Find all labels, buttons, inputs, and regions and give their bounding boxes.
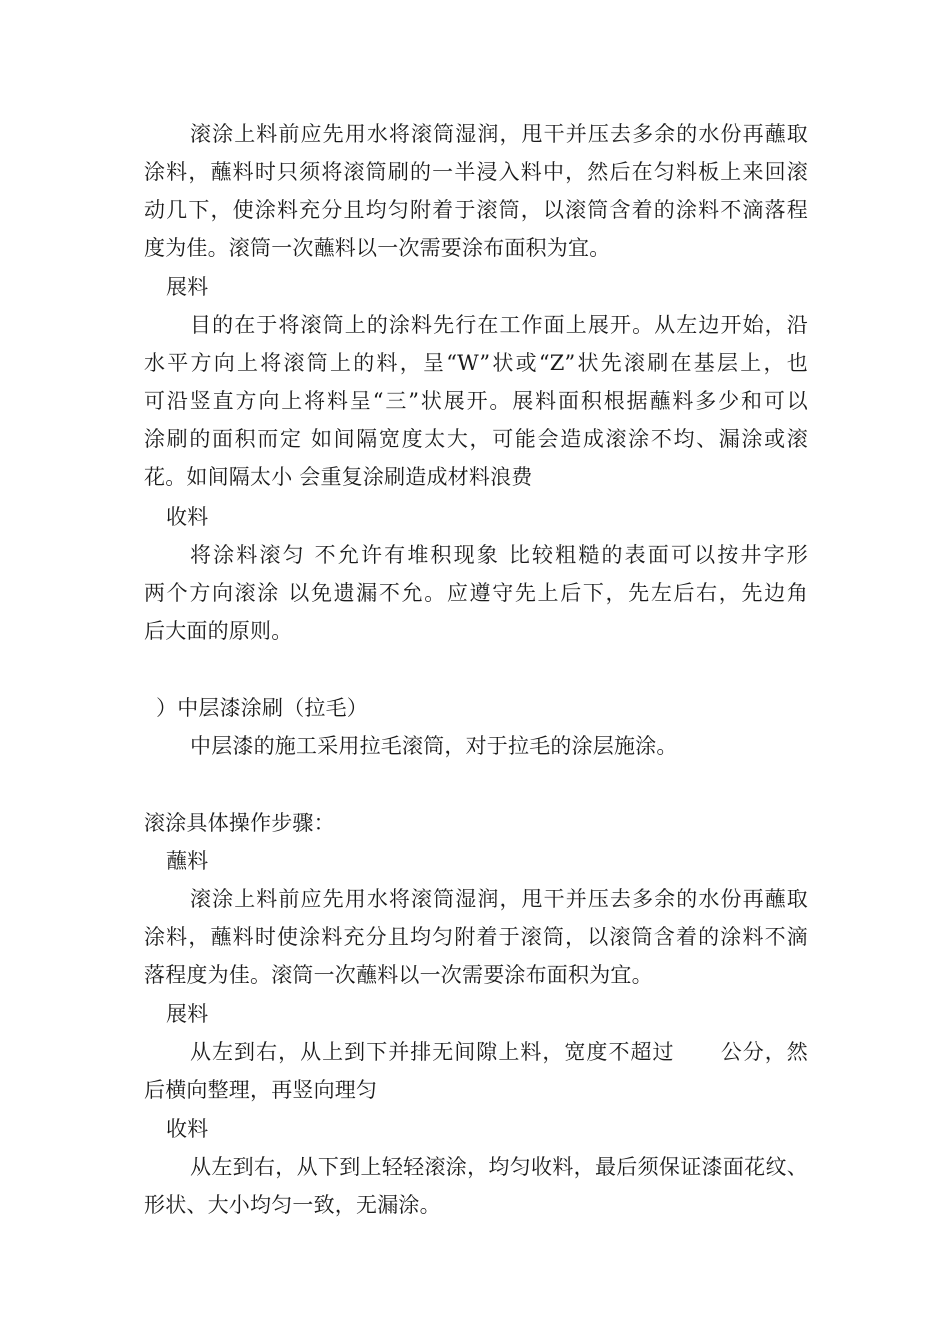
- subheading-spread: 展料: [166, 1002, 209, 1026]
- paragraph-line: 水平方向上将滚筒上的料，呈“W”状或“Z”状先滚刷在基层上，也: [144, 351, 808, 375]
- paragraph-line: 涂料，蘸料时使涂料充分且均匀附着于滚筒，以滚筒含着的涂料不滴: [144, 925, 808, 949]
- subheading-collect: 收料: [166, 1117, 209, 1141]
- paragraph-line: 将涂料滚匀 不允许有堆积现象 比较粗糙的表面可以按井字形: [190, 543, 808, 567]
- paragraph-line: 从左到右，从上到下并排无间隙上料，宽度不超过 公分，然: [190, 1040, 808, 1064]
- paragraph-line: 中层漆的施工采用拉毛滚筒，对于拉毛的涂层施涂。: [190, 734, 678, 758]
- paragraph-line: 落程度为佳。滚筒一次蘸料以一次需要涂布面积为宜。: [144, 963, 653, 987]
- paragraph-line: 两个方向滚涂 以免遗漏不允。应遵守先上后下，先左后右，先边角: [144, 581, 808, 605]
- paragraph-line: 花。如间隔太小 会重复涂刷造成材料浪费: [144, 465, 533, 489]
- steps-title: 滚涂具体操作步骤：: [144, 811, 335, 835]
- paragraph-line: 后大面的原则。: [144, 619, 293, 643]
- paragraph-line: 涂料，蘸料时只须将滚筒刷的一半浸入料中，然后在匀料板上来回滚: [144, 160, 808, 184]
- section-title: ）中层漆涂刷（拉毛）: [156, 696, 368, 720]
- subheading-spread: 展料: [166, 275, 209, 299]
- paragraph-line: 度为佳。滚筒一次蘸料以一次需要涂布面积为宜。: [144, 236, 611, 260]
- paragraph-line: 涂刷的面积而定 如间隔宽度太大，可能会造成滚涂不均、漏涂或滚: [144, 427, 808, 451]
- paragraph-line: 滚涂上料前应先用水将滚筒湿润，甩干并压去多余的水份再蘸取: [190, 887, 808, 911]
- paragraph-line: 后横向整理，再竖向理匀: [144, 1078, 378, 1102]
- paragraph-line: 形状、大小均匀一致，无漏涂。: [144, 1193, 441, 1217]
- subheading-dip: 蘸料: [166, 849, 209, 873]
- paragraph-line: 动几下，使涂料充分且均匀附着于滚筒，以滚筒含着的涂料不滴落程: [144, 198, 808, 222]
- paragraph-line: 可沿竖直方向上将料呈“三”状展开。展料面积根据蘸料多少和可以: [144, 389, 808, 413]
- paragraph-line: 滚涂上料前应先用水将滚筒湿润，甩干并压去多余的水份再蘸取: [190, 122, 808, 146]
- paragraph-line: 目的在于将滚筒上的涂料先行在工作面上展开。从左边开始，沿: [190, 313, 808, 337]
- paragraph-line: 从左到右，从下到上轻轻滚涂，均匀收料，最后须保证漆面花纹、: [190, 1155, 808, 1179]
- subheading-collect: 收料: [166, 505, 209, 529]
